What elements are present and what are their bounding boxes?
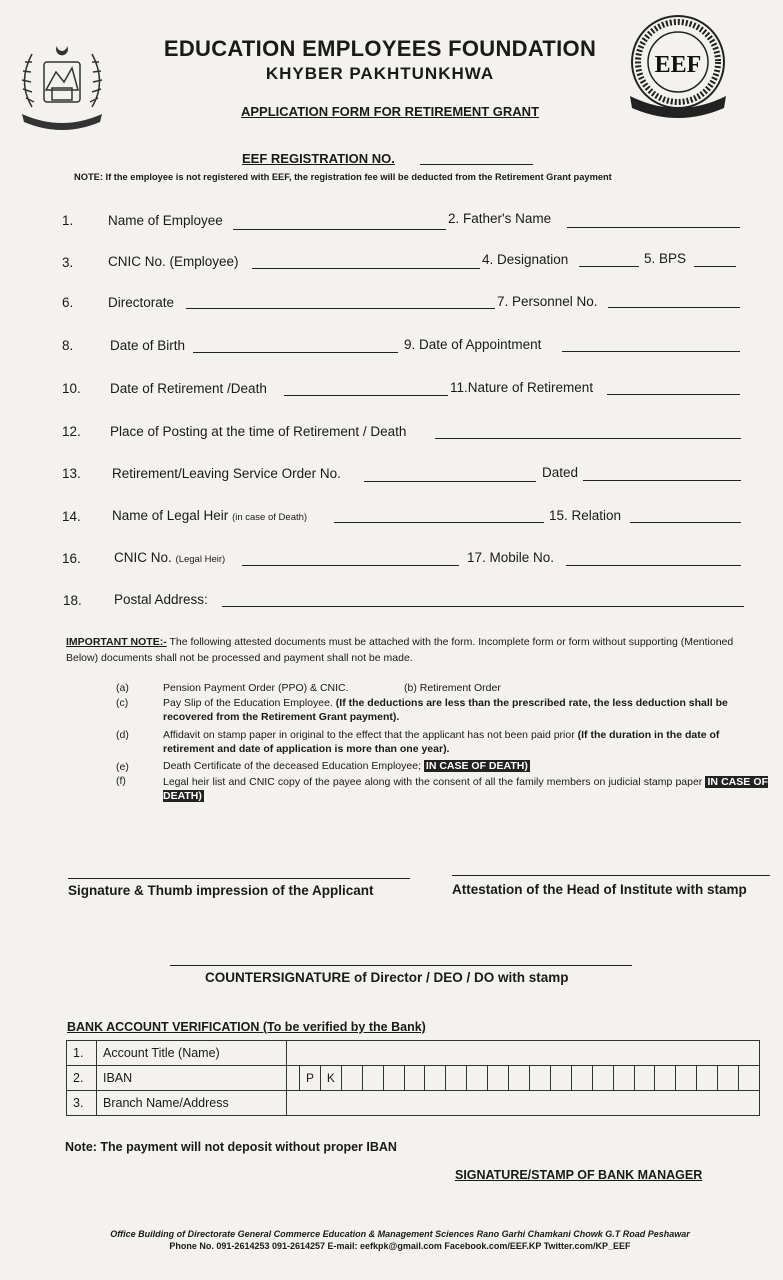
in-case-of-death-tag: IN CASE OF DEATH) xyxy=(163,776,768,802)
row-number: 2. xyxy=(67,1066,97,1091)
footer-address xyxy=(100,1228,700,1252)
label-directorate: Directorate xyxy=(108,295,175,310)
label-legal-heir: Name of Legal Heir (in case of Death) xyxy=(112,508,308,523)
important-note-text: The following attested documents must be attached with the form. Incomplete form or form without supporting (Mentioned Below) documents shall not be processed and payment shall not be made. xyxy=(66,636,734,664)
label-postal-address: Postal Address: xyxy=(114,592,208,607)
directorate-field[interactable] xyxy=(186,308,495,309)
doc-letter-f: (f) xyxy=(116,775,126,787)
field-number: 13. xyxy=(62,466,81,481)
field-number: 1. xyxy=(62,213,74,228)
iban-cell-k: K xyxy=(321,1066,342,1090)
label-place-of-posting: Place of Posting at the time of Retirement / Death xyxy=(110,424,407,439)
row-label-branch: Branch Name/Address xyxy=(97,1091,287,1116)
row-label-iban: IBAN xyxy=(97,1066,287,1091)
row-label-account-title: Account Title (Name) xyxy=(97,1041,287,1066)
eef-seal-logo xyxy=(622,12,734,122)
label-relation: 15. Relation xyxy=(549,508,622,523)
date-of-retirement-field[interactable] xyxy=(284,395,448,396)
personnel-no-field[interactable] xyxy=(608,307,740,308)
table-row xyxy=(67,1041,760,1066)
nature-of-retirement-field[interactable] xyxy=(607,394,740,395)
field-number: 12. xyxy=(62,424,81,439)
doc-item-affidavit: Affidavit on stamp paper in original to the effect that the applicant has not been paid prior (If the duration in the date of retirement and date of application is more than one year). xyxy=(163,729,720,755)
label-mobile-no: 17. Mobile No. xyxy=(467,550,555,565)
doc-item-retirement-order: (b) Retirement Order xyxy=(404,682,501,694)
province-name: KHYBER PAKHTUNKHWA xyxy=(265,64,495,83)
label-bps: 5. BPS xyxy=(644,251,687,266)
note-text: If the employee is not registered with EEF, the registration fee will be deducted from the Retirement Grant payment xyxy=(105,172,612,182)
form-title: APPLICATION FORM FOR RETIREMENT GRANT xyxy=(240,104,540,119)
date-of-birth-field[interactable] xyxy=(193,352,398,353)
label-date-of-retirement: Date of Retirement /Death xyxy=(110,381,267,396)
label-dated: Dated xyxy=(542,465,579,480)
label-employee-name: Name of Employee xyxy=(108,213,223,228)
field-number: 3. xyxy=(62,255,74,270)
row-number: 3. xyxy=(67,1091,97,1116)
applicant-signature-label: Signature & Thumb impression of the Applicant xyxy=(68,883,374,898)
mobile-no-field[interactable] xyxy=(566,565,741,566)
cnic-employee-field[interactable] xyxy=(252,268,480,269)
father-name-field[interactable] xyxy=(567,227,740,228)
designation-field[interactable] xyxy=(579,266,639,267)
bank-manager-signature-label: SIGNATURE/STAMP OF BANK MANAGER xyxy=(455,1168,703,1182)
kp-government-emblem xyxy=(12,32,112,132)
doc-item-pay-slip: Pay Slip of the Education Employee. (If the deductions are less than the prescribed rate, the less deduction shall be recovered from the Retirement Grant payment). xyxy=(163,697,728,723)
employee-name-field[interactable] xyxy=(233,229,446,230)
registration-number-field[interactable] xyxy=(420,164,533,165)
doc-letter-c: (c) xyxy=(116,697,129,709)
label-service-order-no: Retirement/Leaving Service Order No. xyxy=(112,466,341,481)
field-number: 18. xyxy=(63,593,82,608)
date-of-appointment-field[interactable] xyxy=(562,351,740,352)
registration-label: EEF REGISTRATION NO. xyxy=(242,151,395,166)
service-order-no-field[interactable] xyxy=(364,481,536,482)
row-number: 1. xyxy=(67,1041,97,1066)
relation-field[interactable] xyxy=(630,522,741,523)
registration-note xyxy=(74,172,612,182)
label-date-of-appointment: 9. Date of Appointment xyxy=(404,337,542,352)
head-attestation-label: Attestation of the Head of Institute with stamp xyxy=(452,882,747,897)
account-title-field[interactable] xyxy=(287,1041,760,1066)
footer-line-1: Office Building of Directorate General Commerce Education & Management Sciences Rano Garhi Chamkani Chowk G.T Road Peshawar xyxy=(110,1229,690,1239)
legal-heir-field[interactable] xyxy=(334,522,544,523)
applicant-signature-field[interactable] xyxy=(68,878,410,879)
cnic-legal-heir-field[interactable] xyxy=(242,565,459,566)
label-cnic-legal-heir: CNIC No. (Legal Heir) xyxy=(114,550,226,565)
field-number: 8. xyxy=(62,338,74,353)
countersignature-field[interactable] xyxy=(170,965,632,966)
doc-item-legal-heir-list: Legal heir list and CNIC copy of the payee along with the consent of all the family members on judicial stamp paper IN CASE OF DEATH) xyxy=(163,776,768,802)
bank-verification-table xyxy=(66,1040,760,1116)
head-attestation-field[interactable] xyxy=(452,875,770,876)
field-number: 14. xyxy=(62,509,81,524)
label-date-of-birth: Date of Birth xyxy=(110,338,186,353)
bank-verification-title: BANK ACCOUNT VERIFICATION (To be verified by the Bank) xyxy=(67,1020,426,1034)
doc-letter-d: (d) xyxy=(116,729,129,741)
place-of-posting-field[interactable] xyxy=(435,438,741,439)
branch-address-field[interactable] xyxy=(287,1091,760,1116)
iban-field[interactable] xyxy=(287,1066,760,1091)
label-designation: 4. Designation xyxy=(482,252,569,267)
field-number: 6. xyxy=(62,295,74,310)
field-number: 10. xyxy=(62,381,81,396)
important-note-title: IMPORTANT NOTE:- xyxy=(66,636,167,648)
label-father-name: 2. Father's Name xyxy=(448,211,552,226)
label-nature-of-retirement: 11.Nature of Retirement xyxy=(450,380,594,395)
in-case-of-death-tag: IN CASE OF DEATH) xyxy=(425,760,528,772)
note-label: NOTE: xyxy=(74,172,103,182)
doc-item-death-certificate: Death Certificate of the deceased Education Employee; IN CASE OF DEATH) xyxy=(163,760,528,772)
label-personnel-no: 7. Personnel No. xyxy=(497,294,598,309)
important-note xyxy=(66,634,766,666)
countersignature-label: COUNTERSIGNATURE of Director / DEO / DO with stamp xyxy=(205,970,569,985)
postal-address-field[interactable] xyxy=(222,606,744,607)
doc-item-ppo: Pension Payment Order (PPO) & CNIC. xyxy=(163,682,349,694)
org-name: EDUCATION EMPLOYEES FOUNDATION xyxy=(163,36,597,61)
bps-field[interactable] xyxy=(694,266,736,267)
iban-cell-p: P xyxy=(300,1066,321,1090)
doc-letter-e: (e) xyxy=(116,761,129,773)
table-row xyxy=(67,1091,760,1116)
field-number: 16. xyxy=(62,551,81,566)
label-cnic-employee: CNIC No. (Employee) xyxy=(108,254,239,269)
footer-line-2: Phone No. 091-2614253 091-2614257 E-mail: eefkpk@gmail.com Facebook.com/EEF.KP Twitter.com/KP_EEF xyxy=(169,1241,631,1251)
doc-letter-a: (a) xyxy=(116,682,129,694)
table-row xyxy=(67,1066,760,1091)
order-date-field[interactable] xyxy=(583,480,741,481)
eef-seal-text: EEF xyxy=(654,52,702,78)
iban-note: Note: The payment will not deposit without proper IBAN xyxy=(65,1140,397,1154)
